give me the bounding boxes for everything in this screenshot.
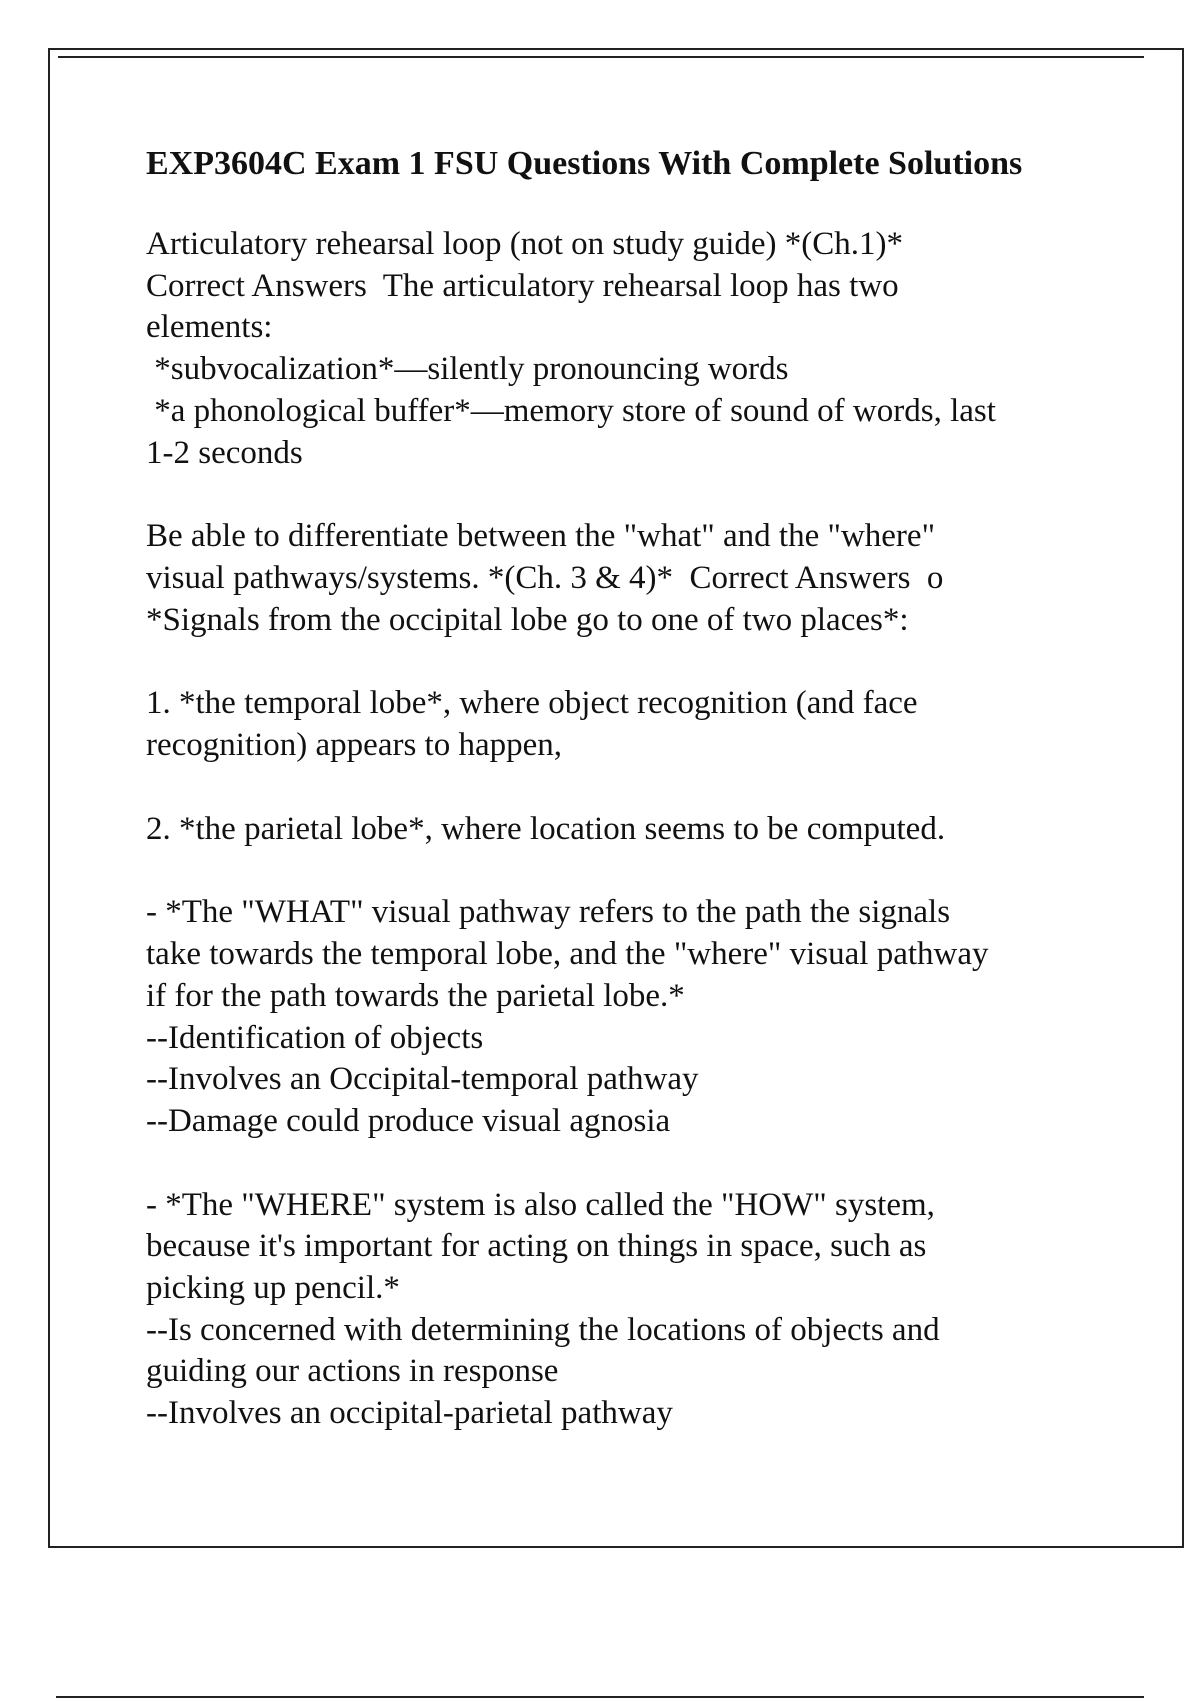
text-line: Be able to differentiate between the "what" and the "where" (146, 518, 936, 555)
text-line: *Signals from the occipital lobe go to one of two places*: (146, 601, 909, 638)
text-line: visual pathways/systems. *(Ch. 3 & 4)* Correct Answers o (146, 559, 944, 596)
page-frame (48, 48, 1184, 1548)
text-line: because it's important for acting on things in space, such as (146, 1228, 927, 1265)
document-title: EXP3604C Exam 1 FSU Questions With Complete Solutions (146, 145, 1023, 182)
text-line: --Is concerned with determining the locations of objects and (146, 1311, 940, 1348)
qa-paragraph (146, 516, 1136, 641)
text-line: elements: (146, 309, 273, 346)
text-line: take towards the temporal lobe, and the "where" visual pathway (146, 936, 989, 973)
text-line: picking up pencil.* (146, 1270, 400, 1307)
note-paragraph (146, 1185, 1136, 1435)
text-line: --Damage could produce visual agnosia (146, 1102, 671, 1139)
text-line: 1-2 seconds (146, 434, 303, 471)
list-paragraph (146, 809, 1136, 851)
text-line: guiding our actions in response (146, 1353, 559, 1390)
text-line: --Involves an Occipital-temporal pathway (146, 1061, 699, 1098)
text-line: 1. *the temporal lobe*, where object recognition (and face (146, 685, 918, 722)
qa-paragraph (146, 224, 1136, 474)
text-line: Articulatory rehearsal loop (not on study guide) *(Ch.1)* (146, 226, 903, 262)
bottom-divider (56, 1696, 1144, 1698)
text-line: - *The "WHAT" visual pathway refers to the path the signals (146, 894, 951, 931)
text-line: --Involves an occipital-parietal pathway (146, 1395, 673, 1432)
text-line: 2. *the parietal lobe*, where location seems to be computed. (146, 810, 946, 847)
note-paragraph (146, 892, 1136, 1142)
text-line: *a phonological buffer*—memory store of sound of words, last (146, 392, 996, 429)
text-line: if for the path towards the parietal lobe.* (146, 977, 685, 1014)
document-body (146, 142, 1136, 1477)
top-divider (58, 56, 1144, 58)
list-paragraph (146, 683, 1136, 766)
text-line: Correct Answers The articulatory rehearsal loop has two (146, 267, 899, 304)
text-line: *subvocalization*—silently pronouncing words (146, 351, 789, 388)
text-line: recognition) appears to happen, (146, 727, 563, 764)
text-line: - *The "WHERE" system is also called the "HOW" system, (146, 1186, 935, 1223)
text-line: --Identification of objects (146, 1019, 484, 1056)
